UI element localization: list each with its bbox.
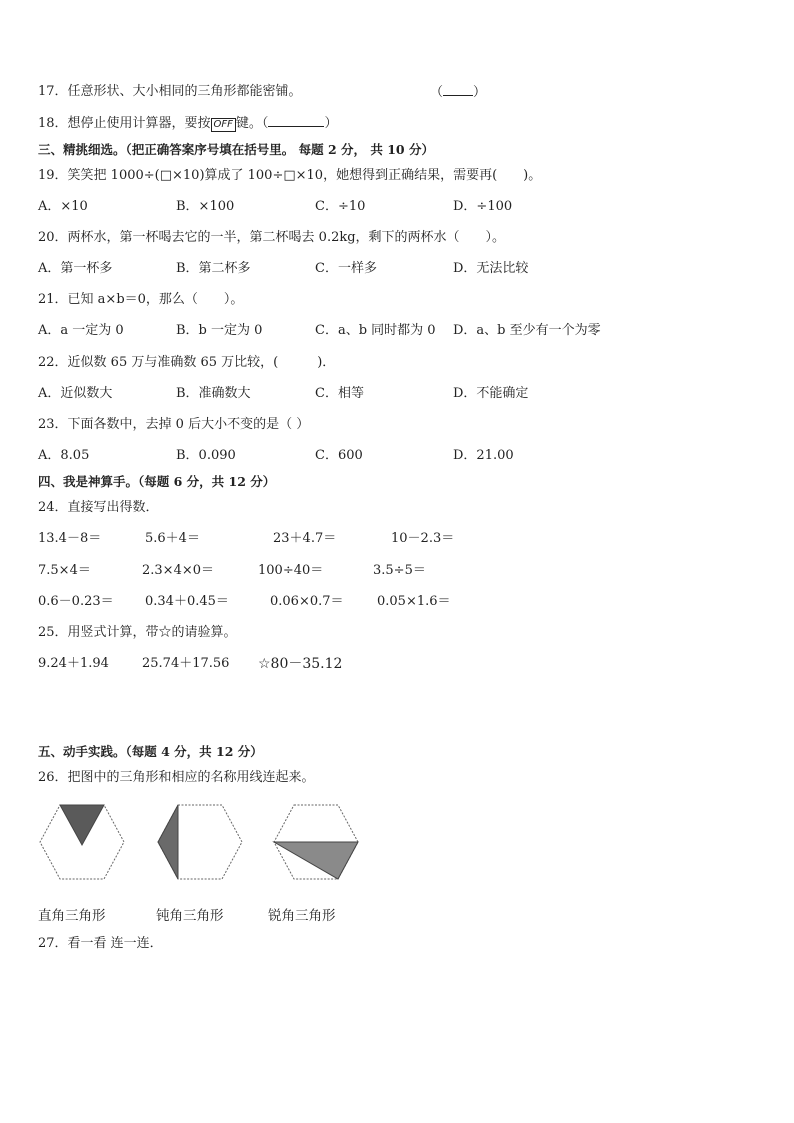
q19-option-c[interactable]: C．÷10 (315, 199, 366, 214)
question-27-text: 27．看一看 连一连． (38, 936, 163, 951)
hexagon-figure-3 (272, 803, 360, 881)
section-3-title: 三、精挑细选。（把正确答案序号填在括号里。 每题 2 分， 共 10 分） (38, 142, 434, 157)
q25-problem-starred: ☆80－35.12 (258, 656, 343, 672)
q23-option-b[interactable]: B．0.090 (176, 448, 236, 463)
question-19-text: 19．笑笑把 1000÷(□×10)算成了 100÷□×10，她想得到正确结果，需要再( )。 (38, 168, 542, 183)
q24-problem: 13.4－8＝ (38, 531, 102, 546)
answer-blank[interactable] (443, 83, 473, 96)
q21-option-b[interactable]: B．b 一定为 0 (176, 323, 263, 338)
answer-blank[interactable] (268, 114, 324, 127)
label-obtuse-triangle[interactable]: 钝角三角形 (156, 908, 224, 924)
q24-problem: 10－2.3＝ (391, 531, 455, 546)
question-17 (38, 83, 302, 101)
label-acute-triangle[interactable]: 锐角三角形 (268, 908, 336, 924)
q21-option-d[interactable]: D．a、b 至少有一个为零 (453, 323, 601, 338)
q19-option-d[interactable]: D．÷100 (453, 199, 513, 214)
question-24-text: 24．直接写出得数． (38, 500, 159, 515)
q19-option-a[interactable]: A．×10 (38, 199, 88, 214)
q23-option-c[interactable]: C．600 (315, 448, 363, 463)
q21-option-c[interactable]: C．a、b 同时都为 0 (315, 323, 436, 338)
off-key-icon: OFF (211, 118, 236, 132)
q24-problem: 100÷40＝ (258, 563, 324, 578)
question-26-text: 26．把图中的三角形和相应的名称用线连起来。 (38, 770, 315, 785)
q19-option-b[interactable]: B．×100 (176, 199, 235, 214)
q24-problem: 0.34＋0.45＝ (145, 594, 229, 609)
q22-option-d[interactable]: D．不能确定 (453, 386, 529, 401)
question-18: 18．想停止使用计算器，要按 OFF 键。（ ） (38, 116, 338, 131)
hexagon-figure-1 (38, 803, 126, 881)
q24-problem: 2.3×4×0＝ (142, 563, 215, 578)
question-25-text: 25．用竖式计算，带☆的请验算。 (38, 625, 237, 640)
q20-option-c[interactable]: C．一样多 (315, 261, 377, 276)
q23-option-d[interactable]: D．21.00 (453, 448, 514, 463)
q24-problem: 0.6－0.23＝ (38, 594, 114, 609)
question-23-text: 23．下面各数中，去掉 0 后大小不变的是（ ） (38, 417, 310, 432)
q25-problem: 9.24＋1.94 (38, 656, 109, 671)
section-5-title: 五、动手实践。（每题 4 分，共 12 分） (38, 744, 263, 759)
q25-problem: 25.74＋17.56 (142, 656, 230, 671)
q20-option-d[interactable]: D．无法比较 (453, 261, 529, 276)
question-17-answer-paren: （ ） (430, 85, 487, 100)
q20-option-b[interactable]: B．第二杯多 (176, 261, 251, 276)
q22-option-a[interactable]: A．近似数大 (38, 386, 113, 401)
question-17-text: 17．任意形状、大小相同的三角形都能密铺。 (38, 84, 302, 99)
q24-problem: 3.5÷5＝ (373, 563, 426, 578)
section-4-title: 四、我是神算手。（每题 6 分，共 12 分） (38, 474, 276, 489)
q22-option-b[interactable]: B．准确数大 (176, 386, 251, 401)
q24-problem: 0.06×0.7＝ (270, 594, 344, 609)
q24-problem: 7.5×4＝ (38, 563, 91, 578)
q23-option-a[interactable]: A．8.05 (38, 448, 90, 463)
q22-option-c[interactable]: C．相等 (315, 386, 364, 401)
question-21-text: 21．已知 a×b＝0，那么（ ）。 (38, 292, 244, 307)
q21-option-a[interactable]: A．a 一定为 0 (38, 323, 124, 338)
hexagon-figure-2 (156, 803, 244, 881)
q24-problem: 0.05×1.6＝ (377, 594, 451, 609)
question-20-text: 20．两杯水，第一杯喝去它的一半，第二杯喝去 0.2kg，剩下的两杯水（ ）。 (38, 230, 506, 245)
triangle-shaded[interactable] (158, 805, 178, 879)
q24-problem: 23＋4.7＝ (273, 531, 337, 546)
question-22-text: 22．近似数 65 万与准确数 65 万比较，( )． (38, 355, 336, 370)
q20-option-a[interactable]: A．第一杯多 (38, 261, 113, 276)
label-right-triangle[interactable]: 直角三角形 (38, 908, 106, 924)
q24-problem: 5.6＋4＝ (145, 531, 200, 546)
